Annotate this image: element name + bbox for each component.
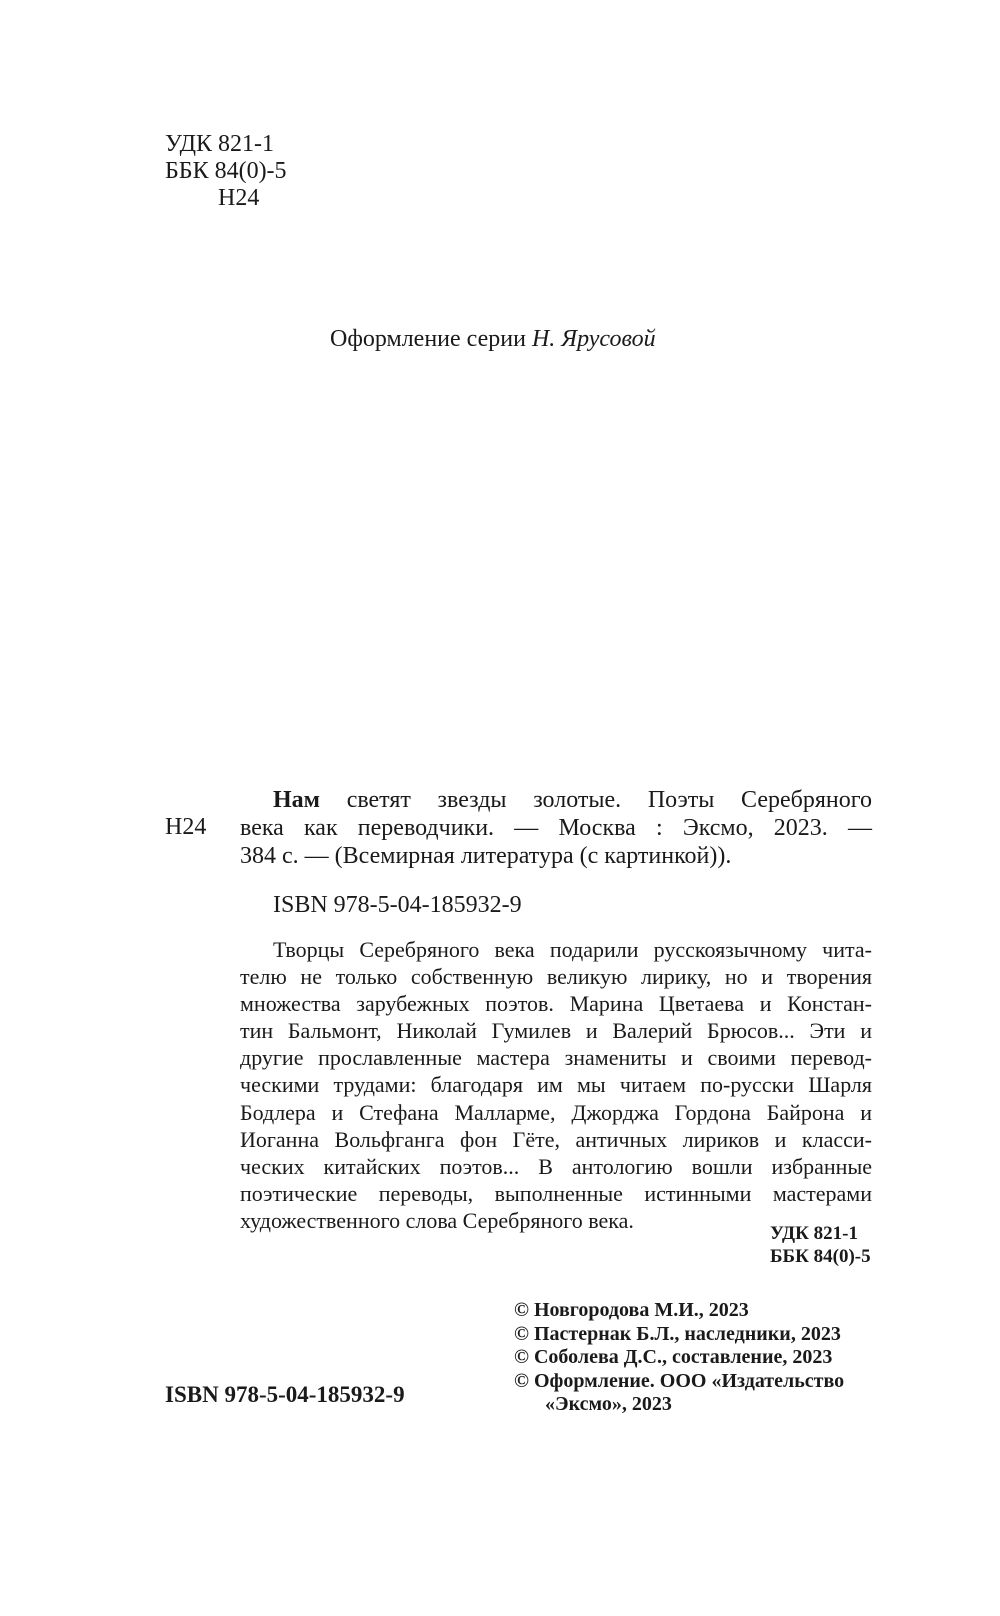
copyright-line: © Соболева Д.С., составление, 2023	[514, 1346, 833, 1368]
annotation-line: тин Бальмонт, Николай Гумилев и Валерий Брюсов... Эти и	[240, 1018, 872, 1044]
udk-code-top: УДК 821-1	[165, 131, 274, 157]
copyright-line: © Оформление. ООО «Издательство	[514, 1369, 845, 1392]
isbn-bottom: ISBN 978-5-04-185932-9	[165, 1382, 405, 1407]
author-sign-record: Н24	[165, 814, 207, 840]
copyright-line: © Новгородова М.И., 2023	[514, 1299, 749, 1321]
annotation-line: другие прославленные мастера знамениты и своими перевод-	[240, 1045, 872, 1071]
udk-code-bottom: УДК 821-1	[770, 1223, 858, 1244]
bbk-code-top: ББК 84(0)-5	[165, 158, 287, 184]
title-first-word: Нам	[273, 787, 321, 813]
annotation-line: Иоганна Вольфганга фон Гёте, античных лириков и класси-	[240, 1126, 872, 1152]
series-designer-name: Н. Ярусовой	[531, 326, 656, 352]
annotation-line: множества зарубежных поэтов. Марина Цветаева и Констан-	[240, 991, 872, 1017]
annotation	[240, 936, 872, 1234]
annotation-line: Творцы Серебряного века подарили русскоязычному чита-	[273, 937, 872, 962]
title-rest: светят звезды золотые. Поэты Серебряного	[346, 787, 872, 813]
copyright-line: «Эксмо», 2023	[545, 1393, 672, 1415]
bib-line-2: века как переводчики. — Москва : Эксмо, 2023. —	[240, 815, 872, 841]
annotation-line: ческих китайских поэтов... В антологию вошли избранные	[240, 1153, 872, 1179]
annotation-line: поэтические переводы, выполненные истинными мастерами	[240, 1180, 872, 1206]
series-design-credit	[330, 325, 656, 353]
copyright-block	[514, 1299, 844, 1417]
bbk-code-bottom: ББК 84(0)-5	[770, 1246, 871, 1267]
annotation-line: художественного слова Серебряного века.	[240, 1207, 634, 1233]
annotation-line: ческими трудами: благодаря им мы читаем по-русски Шарля	[240, 1072, 872, 1098]
series-design-prefix: Оформление серии	[330, 326, 526, 352]
isbn-record: ISBN 978-5-04-185932-9	[273, 892, 522, 918]
bib-line-3: 384 с. — (Всемирная литература (с картинкой)).	[240, 843, 732, 869]
bibliographic-description	[240, 786, 872, 870]
copyright-line: © Пастернак Б.Л., наследники, 2023	[514, 1322, 841, 1345]
author-sign-top: Н24	[218, 185, 260, 211]
annotation-line: Бодлера и Стефана Малларме, Джорджа Гордона Байрона и	[240, 1099, 872, 1125]
annotation-line: телю не только собственную великую лирику, но и творения	[240, 964, 872, 990]
bib-line-1	[240, 786, 872, 814]
